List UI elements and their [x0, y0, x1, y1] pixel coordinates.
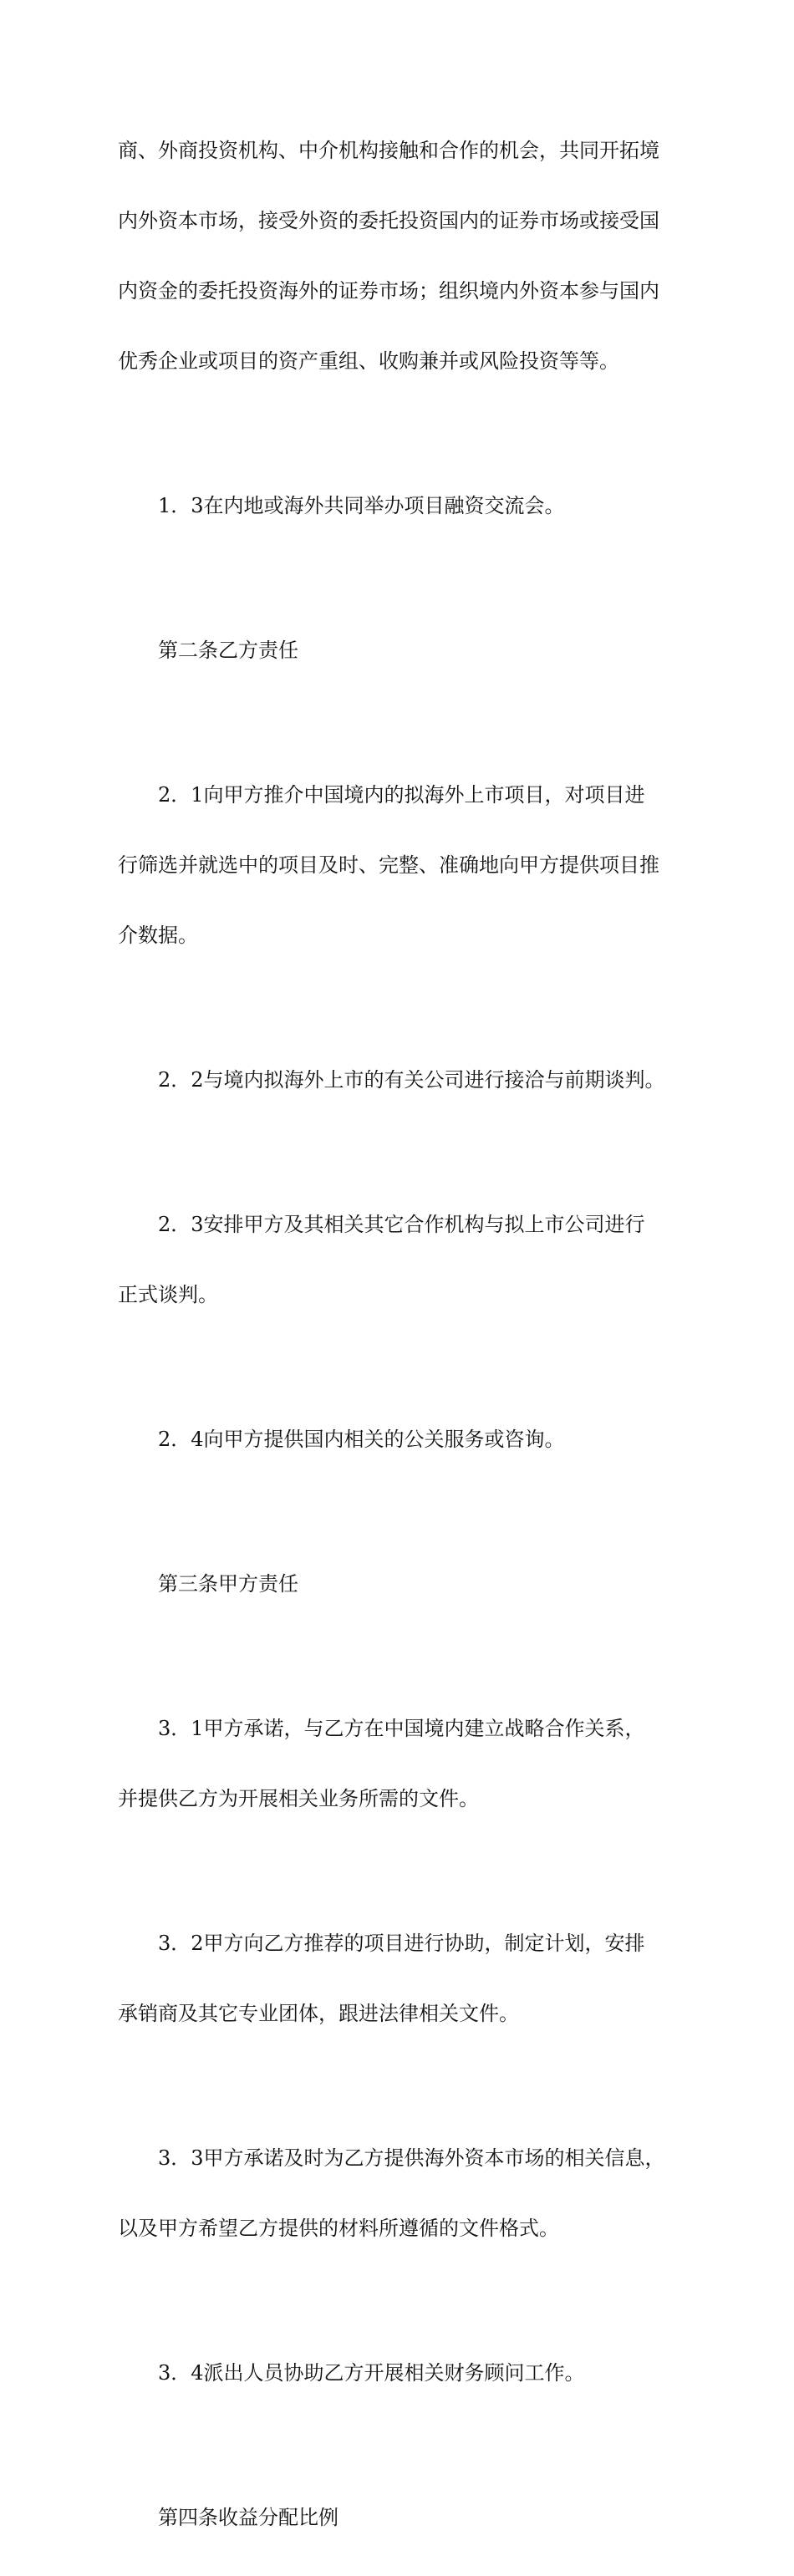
- paragraph-intro-continuation: [118, 92, 686, 420]
- section-heading-article-2: [118, 592, 686, 709]
- text-line: 2．2与境内拟海外上市的有关公司进行接洽与前期谈判。: [158, 1068, 665, 1092]
- document-body: [118, 92, 686, 2576]
- clause-2-1: [118, 736, 686, 994]
- text-line: 内外资本市场，接受外资的委托投资国内的证券市场或接受国: [118, 209, 659, 232]
- text-line: 3．1甲方承诺，与乙方在中国境内建立战略合作关系，: [158, 1717, 645, 1740]
- text-line: 3．4派出人员协助乙方开展相关财务顾问工作。: [158, 2361, 585, 2385]
- text-line: 第三条甲方责任: [158, 1572, 298, 1596]
- text-line: 介数据。: [118, 924, 198, 947]
- text-line: 1．3在内地或海外共同举办项目融资交流会。: [158, 494, 565, 517]
- clause-3-1: [118, 1670, 686, 1857]
- clause-3-2: [118, 1885, 686, 2072]
- text-line: 承销商及其它专业团体，跟进法律相关文件。: [118, 2002, 519, 2025]
- text-line: 3．3甲方承诺及时为乙方提供海外资本市场的相关信息，: [158, 2146, 665, 2170]
- text-line: 行筛选并就选中的项目及时、完整、准确地向甲方提供项目推: [118, 853, 659, 877]
- clause-3-3: [118, 2100, 686, 2287]
- text-line: 3．2甲方向乙方推荐的项目进行协助，制定计划，安排: [158, 1932, 645, 1955]
- text-line: 第四条收益分配比例: [158, 2506, 338, 2529]
- text-line: 第二条乙方责任: [158, 639, 298, 662]
- clause-2-4: [118, 1381, 686, 1498]
- text-line: 正式谈判。: [118, 1283, 218, 1306]
- text-line: 2．1向甲方推介中国境内的拟海外上市项目，对项目进: [158, 783, 645, 807]
- text-line: 内资金的委托投资海外的证券市场；组织境内外资本参与国内: [118, 279, 659, 303]
- text-line: 优秀企业或项目的资产重组、收购兼并或风险投资等等。: [118, 349, 619, 373]
- clause-2-2: [118, 1021, 686, 1138]
- section-heading-article-4: [118, 2459, 686, 2576]
- text-line: 2．3安排甲方及其相关其它合作机构与拟上市公司进行: [158, 1213, 645, 1236]
- section-heading-article-3: [118, 1525, 686, 1642]
- clause-3-4: [118, 2314, 686, 2431]
- text-line: 以及甲方希望乙方提供的材料所遵循的文件格式。: [118, 2217, 559, 2240]
- text-line: 2．4向甲方提供国内相关的公关服务或咨询。: [158, 1428, 565, 1451]
- clause-2-3: [118, 1166, 686, 1353]
- text-line: 并提供乙方为开展相关业务所需的文件。: [118, 1787, 479, 1810]
- clause-1-3: [118, 447, 686, 564]
- text-line: 商、外商投资机构、中介机构接触和合作的机会，共同开拓境: [118, 139, 659, 162]
